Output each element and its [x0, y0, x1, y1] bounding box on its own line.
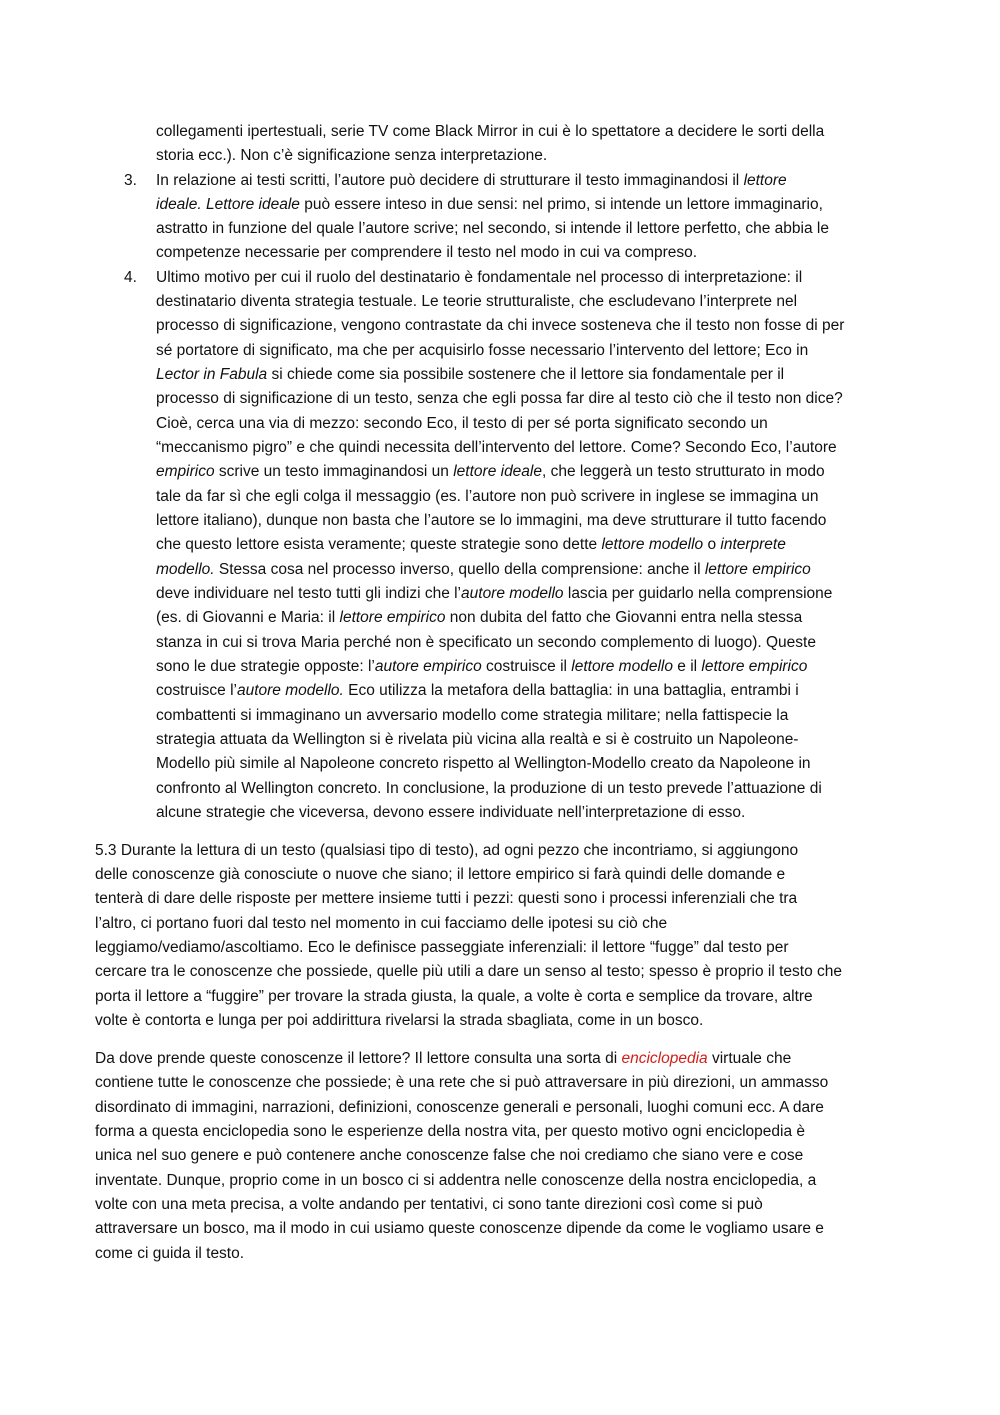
text-line: forma a questa enciclopedia sono le esperienze della nostra vita, per questo motivo ogni enciclopedia è — [95, 1123, 805, 1140]
text-line: volte con una meta precisa, a volte andando per tentativi, ci sono tante direzioni così come si può — [95, 1196, 763, 1213]
text-line: In relazione ai testi scritti, l’autore può decidere di strutturare il testo immaginandosi il lettore — [156, 172, 787, 189]
text-line: tale da far sì che egli colga il messaggio (es. l’autore non può scrivere in inglese se immagina un — [156, 488, 819, 505]
text-line: combattenti si immaginano un avversario modello come strategia militare; nella fattispecie la — [156, 707, 789, 724]
text-line: confronto al Wellington concreto. In conclusione, la produzione di un testo prevede l’attuazione di — [156, 780, 822, 797]
text-line: tenterà di dare delle risposte per mettere insieme tutti i pezzi: questi sono i processi inferenziali che tra — [95, 890, 798, 907]
text-line: lettore italiano), dunque non basta che l’autore se lo immagini, ma deve strutturare il tutto facendo — [156, 512, 827, 529]
text-line: destinatario diventa strategia testuale. Le teorie strutturaliste, che escludevano l’interprete nel — [156, 293, 798, 310]
text-line: sono le due strategie opposte: l’autore empirico costruisce il lettore modello e il lettore empirico — [156, 658, 808, 675]
text-line: strategia attuata da Wellington si è rivelata più vicina alla realtà e si è costruito un Napoleone- — [156, 731, 799, 748]
text-line: deve individuare nel testo tutti gli indizi che l’autore modello lascia per guidarlo nella comprensione — [156, 585, 833, 602]
text-line: costruisce l’autore modello. Eco utilizza la metafora della battaglia: in una battaglia, entrambi i — [156, 682, 799, 699]
text-line: processo di significazione di un testo, senza che egli possa far dire al testo ciò che il testo non dice? — [156, 390, 843, 407]
text-line: Cioè, cerca una via di mezzo: secondo Eco, il testo di per sé porta significato secondo un — [156, 415, 768, 432]
text-line: porta il lettore a “fuggire” per trovare la strada giusta, la quale, a volte è corta e semplice da trovare, altre — [95, 988, 813, 1005]
text-line: leggiamo/vediamo/ascoltiamo. Eco le definisce passeggiate inferenziali: il lettore “fugge” dal testo per — [95, 939, 789, 956]
text-line: delle conoscenze già conosciute o nuove che siano; il lettore empirico si farà quindi delle domande e — [95, 866, 786, 883]
text-line: che questo lettore esista veramente; queste strategie sono dette lettore modello o interprete — [156, 536, 786, 553]
text-line: Modello più simile al Napoleone concreto rispetto al Wellington-Modello creato da Napoleone in — [156, 755, 811, 772]
text-line: cercare tra le conoscenze che possiede, quelle più utili a dare un senso al testo; spesso è proprio il testo che — [95, 963, 843, 980]
list-number: 4. — [124, 269, 137, 286]
text-line: inventate. Dunque, proprio come in un bosco ci si addentra nelle conoscenze della nostra enciclopedia, a — [95, 1172, 817, 1189]
text-line: competenze necessarie per comprendere il testo nel modo in cui va compreso. — [156, 244, 698, 261]
text-line: attraversare un bosco, ma il modo in cui usiamo queste conoscenze dipende da come le vogliamo usare e — [95, 1220, 824, 1237]
text-line: alcune strategie che viceversa, devono essere individuate nell’interpretazione di esso. — [156, 804, 746, 821]
text-line: (es. di Giovanni e Maria: il lettore empirico non dubita del fatto che Giovanni entra nella stessa — [156, 609, 803, 626]
text-line: “meccanismo pigro” e che quindi necessita dell’intervento del lettore. Come? Secondo Eco, l’autore — [156, 439, 837, 456]
text-line: ideale. Lettore ideale può essere inteso in due sensi: nel primo, si intende un lettore immaginario, — [156, 196, 823, 213]
text-line: 5.3 Durante la lettura di un testo (qualsiasi tipo di testo), ad ogni pezzo che incontriamo, si aggiungono — [95, 842, 799, 859]
text-line: contiene tutte le conoscenze che possiede; è una rete che si può attraversare in più direzioni, un ammasso — [95, 1074, 829, 1091]
text-line: sé portatore di significato, ma che per acquisirlo fosse necessario l’intervento del lettore; Eco in — [156, 342, 809, 359]
text-line: volte è contorta e lunga per poi addirittura rivelarsi la strada sbagliata, come in un bosco. — [95, 1012, 704, 1029]
text-line: stanza in cui si trova Maria perché non è specificato un secondo complemento di luogo). Queste — [156, 634, 816, 651]
list-number: 3. — [124, 172, 137, 189]
highlight-term: enciclopedia — [621, 1050, 708, 1067]
text-line: Da dove prende queste conoscenze il lettore? Il lettore consulta una sorta di enciclopedia virtuale che — [95, 1050, 792, 1067]
text-line: Ultimo motivo per cui il ruolo del destinatario è fondamentale nel processo di interpretazione: il — [156, 269, 803, 286]
text-line: storia ecc.). Non c’è significazione senza interpretazione. — [156, 147, 548, 164]
text-line: l’altro, ci portano fuori dal testo nel momento in cui facciamo delle ipotesi su ciò che — [95, 915, 668, 932]
text-line: Lector in Fabula si chiede come sia possibile sostenere che il lettore sia fondamentale per il — [156, 366, 785, 383]
text-line: unica nel suo genere e può contenere anche conoscenze false che noi crediamo che siano vere e cose — [95, 1147, 804, 1164]
text-line: processo di significazione, vengono contrastate da chi invece sosteneva che il testo non fosse di per — [156, 317, 845, 334]
text-line: astratto in funzione del quale l’autore scrive; nel secondo, si intende il lettore perfetto, che abbia le — [156, 220, 829, 237]
text-line: disordinato di immagini, narrazioni, definizioni, conoscenze generali e personali, luoghi comuni ecc. A dare — [95, 1099, 824, 1116]
text-line: collegamenti ipertestuali, serie TV come Black Mirror in cui è lo spettatore a decidere le sorti della — [156, 123, 825, 140]
text-line: come ci guida il testo. — [95, 1245, 245, 1262]
text-line: empirico scrive un testo immaginandosi un lettore ideale, che leggerà un testo strutturato in modo — [156, 463, 825, 480]
text-line: modello. Stessa cosa nel processo inverso, quello della comprensione: anche il lettore empirico — [156, 561, 811, 578]
